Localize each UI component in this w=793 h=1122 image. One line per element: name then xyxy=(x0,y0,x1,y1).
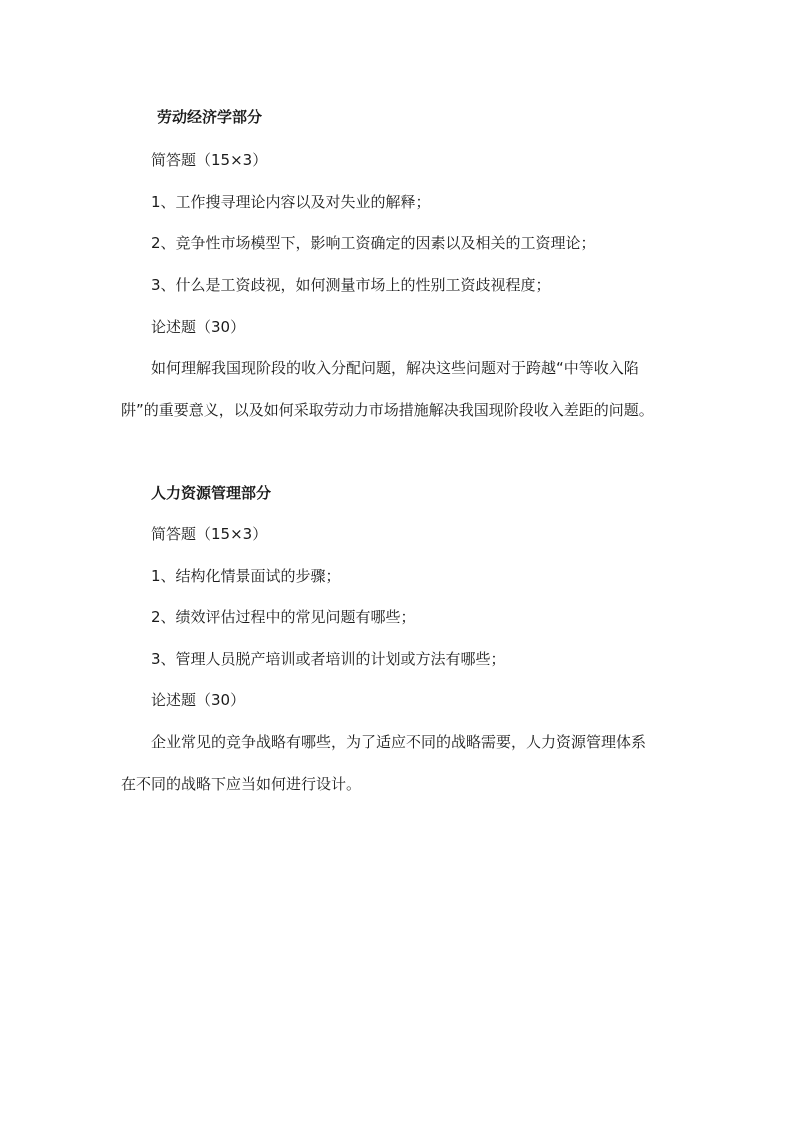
section-title: 劳动经济学部分 xyxy=(157,108,263,126)
essay-text-line: 如何理解我国现阶段的收入分配问题，解决这些问题对于跨越“中等收入陷 xyxy=(151,359,639,377)
question-item: 1、工作搜寻理论内容以及对失业的解释； xyxy=(151,193,431,211)
section-title: 人力资源管理部分 xyxy=(151,484,272,502)
essay-text-line: 企业常见的竞争战略有哪些，为了适应不同的战略需要，人力资源管理体系 xyxy=(151,733,647,751)
question-item: 2、竞争性市场模型下，影响工资确定的因素以及相关的工资理论； xyxy=(151,234,596,252)
question-item: 3、管理人员脱产培训或者培训的计划或方法有哪些； xyxy=(151,650,506,668)
essay-text-line: 阱”的重要意义，以及如何采取劳动力市场措施解决我国现阶段收入差距的问题。 xyxy=(121,401,654,419)
short-answer-header: 简答题（15×3） xyxy=(151,151,268,169)
essay-text-line: 在不同的战略下应当如何进行设计。 xyxy=(121,775,362,793)
short-answer-header: 简答题（15×3） xyxy=(151,525,268,543)
essay-header: 论述题（30） xyxy=(151,318,246,336)
essay-header: 论述题（30） xyxy=(151,691,246,709)
question-item: 3、什么是工资歧视，如何测量市场上的性别工资歧视程度； xyxy=(151,276,551,294)
question-item: 1、结构化情景面试的步骤； xyxy=(151,567,341,585)
question-item: 2、绩效评估过程中的常见问题有哪些； xyxy=(151,608,416,626)
